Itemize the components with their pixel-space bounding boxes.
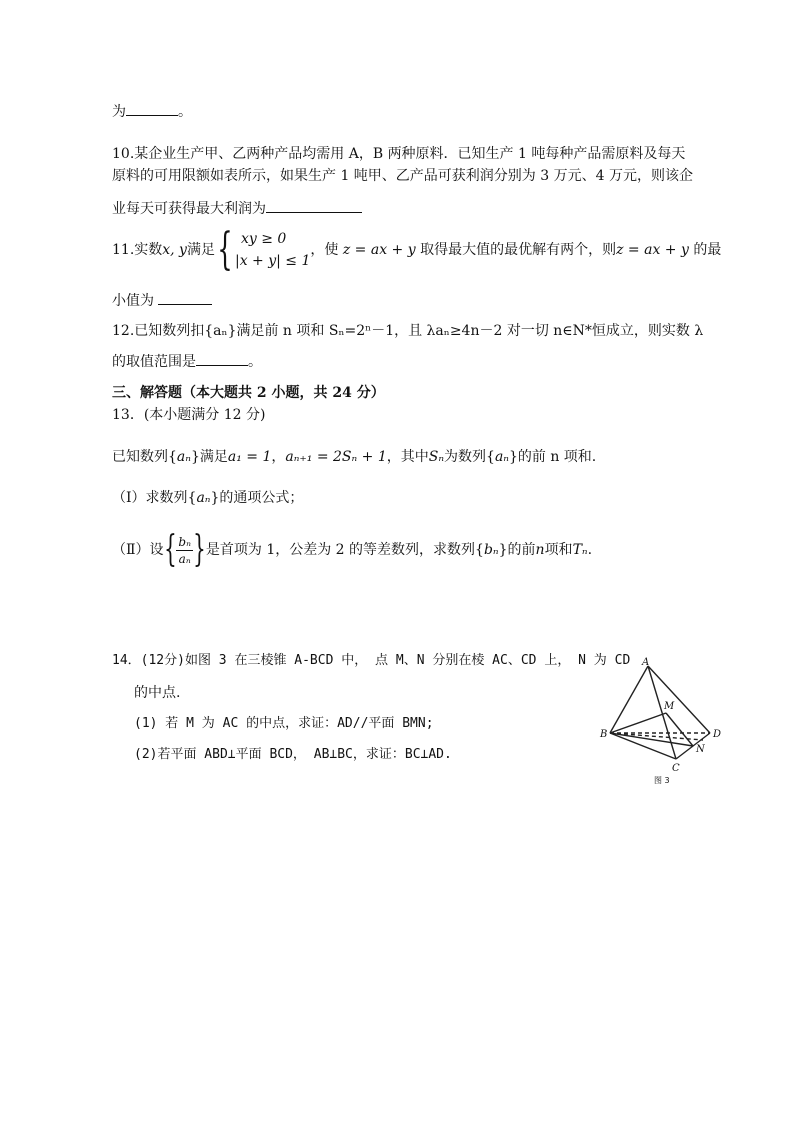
seq-braces: {aₙ} bbox=[187, 490, 220, 506]
seq-b: bₙ bbox=[483, 542, 499, 558]
constraint-system bbox=[235, 228, 310, 272]
q13-text: 已知数列 bbox=[112, 449, 168, 465]
edge-AC bbox=[648, 666, 676, 759]
answer-blank bbox=[196, 351, 248, 366]
label-D: D bbox=[713, 729, 722, 740]
edge-AB bbox=[610, 666, 648, 733]
answer-blank bbox=[158, 290, 212, 305]
q13-text: . bbox=[587, 542, 593, 558]
sum-symbol: Sₙ bbox=[428, 449, 445, 465]
q14-part-1: (1) 若 M 为 AC 的中点，求证：AD//平面 BMN; bbox=[134, 716, 434, 731]
q13-text: 为数列 bbox=[444, 449, 487, 465]
q13-text: 是首项为 1，公差为 2 的等差数列，求数列 bbox=[205, 542, 476, 558]
section-heading: 三、解答题（本大题共 2 小题，共 24 分） bbox=[112, 385, 385, 401]
var-n: n bbox=[535, 542, 545, 558]
q13-text: 的通项公式； bbox=[219, 490, 304, 506]
q13-text: ， bbox=[271, 449, 286, 465]
answer-line-q9 bbox=[112, 101, 192, 122]
q11-text: 取得最大值的最优解有两个，则 bbox=[420, 242, 617, 258]
initial-term: a₁ = 1 bbox=[227, 449, 272, 465]
segment-BN bbox=[610, 733, 693, 746]
q13-text: 项和 bbox=[544, 542, 573, 558]
left-brace: { bbox=[163, 529, 177, 570]
q13-statement bbox=[112, 447, 596, 467]
segment-BM bbox=[610, 713, 666, 733]
q12-line-1: 12.已知数列扣{aₙ}满足前 n 项和 Sₙ=2ⁿ－1，且 λaₙ≥4n－2 对一切 n∈N*恒成立，则实数 λ bbox=[112, 323, 704, 339]
edge-AD bbox=[648, 666, 710, 733]
seq-a: aₙ bbox=[196, 490, 211, 506]
frac-numerator: bₙ bbox=[178, 534, 191, 549]
q10-line-1: 10.某企业生产甲、乙两种产品均需用 A，B 两种原料．已知生产 1 吨每种产品需原料及每天 bbox=[112, 146, 686, 162]
q12-text: 。 bbox=[248, 354, 262, 370]
recurrence: aₙ₊₁ = 2Sₙ + 1 bbox=[285, 449, 387, 465]
q13-text: ，其中 bbox=[386, 449, 429, 465]
right-brace: } bbox=[193, 529, 206, 570]
answer-blank bbox=[126, 101, 178, 116]
q13-heading: 13．(本小题满分 12 分) bbox=[112, 407, 266, 423]
q14-line-2: 的中点. bbox=[134, 685, 181, 701]
text: 为 bbox=[112, 104, 126, 120]
q11-text: 小值为 bbox=[112, 293, 154, 309]
q11-line-2 bbox=[112, 290, 212, 311]
q11-text: 11.实数 bbox=[112, 242, 163, 258]
answer-blank bbox=[266, 198, 362, 213]
q13-text: 的前 bbox=[507, 542, 536, 558]
q13-text: （Ⅱ）设 bbox=[112, 542, 164, 558]
q10-line-3 bbox=[112, 198, 362, 219]
q11-text: ， bbox=[310, 242, 325, 258]
label-A: A bbox=[642, 657, 650, 668]
label-N: N bbox=[696, 744, 705, 755]
q14-part-2: (2)若平面 ABD⊥平面 BCD， AB⊥BC，求证：BC⊥AD. bbox=[134, 747, 452, 762]
objective-function: z = ax + y bbox=[342, 242, 416, 258]
q13-text: 满足 bbox=[199, 449, 228, 465]
figure-caption: 图 3 bbox=[654, 776, 670, 785]
frac-denominator: aₙ bbox=[178, 551, 191, 566]
sum-T: Tₙ bbox=[572, 542, 588, 558]
q10-text: 业每天可获得最大利润为 bbox=[112, 201, 266, 217]
seq-braces: {aₙ} bbox=[486, 449, 518, 465]
label-C: C bbox=[672, 763, 680, 774]
seq-a: aₙ bbox=[494, 449, 509, 465]
q10-line-2: 原料的可用限额如表所示，如果生产 1 吨甲、乙产品可获利润分别为 3 万元、4 万元，则该企 bbox=[112, 168, 693, 184]
seq-braces: {bₙ} bbox=[475, 542, 508, 558]
constraint-2: |x + y| ≤ 1 bbox=[234, 253, 311, 269]
left-brace: { bbox=[217, 224, 233, 275]
objective-function: z = ax + y bbox=[616, 242, 689, 258]
q13-text: 的前 n 项和. bbox=[517, 449, 597, 465]
q13-part-1 bbox=[112, 488, 303, 508]
constraint-1: xy ≥ 0 bbox=[240, 231, 287, 247]
text: 。 bbox=[178, 104, 192, 120]
fraction-b-over-a bbox=[176, 534, 193, 567]
q11-text: 满足 bbox=[186, 242, 215, 258]
label-B: B bbox=[600, 729, 608, 740]
seq-braces: {aₙ} bbox=[168, 449, 200, 465]
q12-text: 的取值范围是 bbox=[112, 354, 196, 370]
q11-text: 使 bbox=[324, 242, 339, 258]
seq-a: aₙ bbox=[176, 449, 191, 465]
q11-text: 的最 bbox=[693, 242, 722, 258]
math-vars: x, y bbox=[162, 242, 187, 258]
label-M: M bbox=[664, 701, 675, 712]
q13-part-2 bbox=[112, 530, 592, 570]
q11-line-1 bbox=[112, 226, 721, 274]
q14-line-1: 14．(12分)如图 3 在三棱锥 A-BCD 中， 点 M、N 分别在棱 AC、CD 上， N 为 CD bbox=[112, 653, 631, 668]
q12-line-2 bbox=[112, 351, 262, 372]
tetrahedron-figure bbox=[598, 656, 738, 786]
q13-text: （Ⅰ）求数列 bbox=[112, 490, 188, 506]
